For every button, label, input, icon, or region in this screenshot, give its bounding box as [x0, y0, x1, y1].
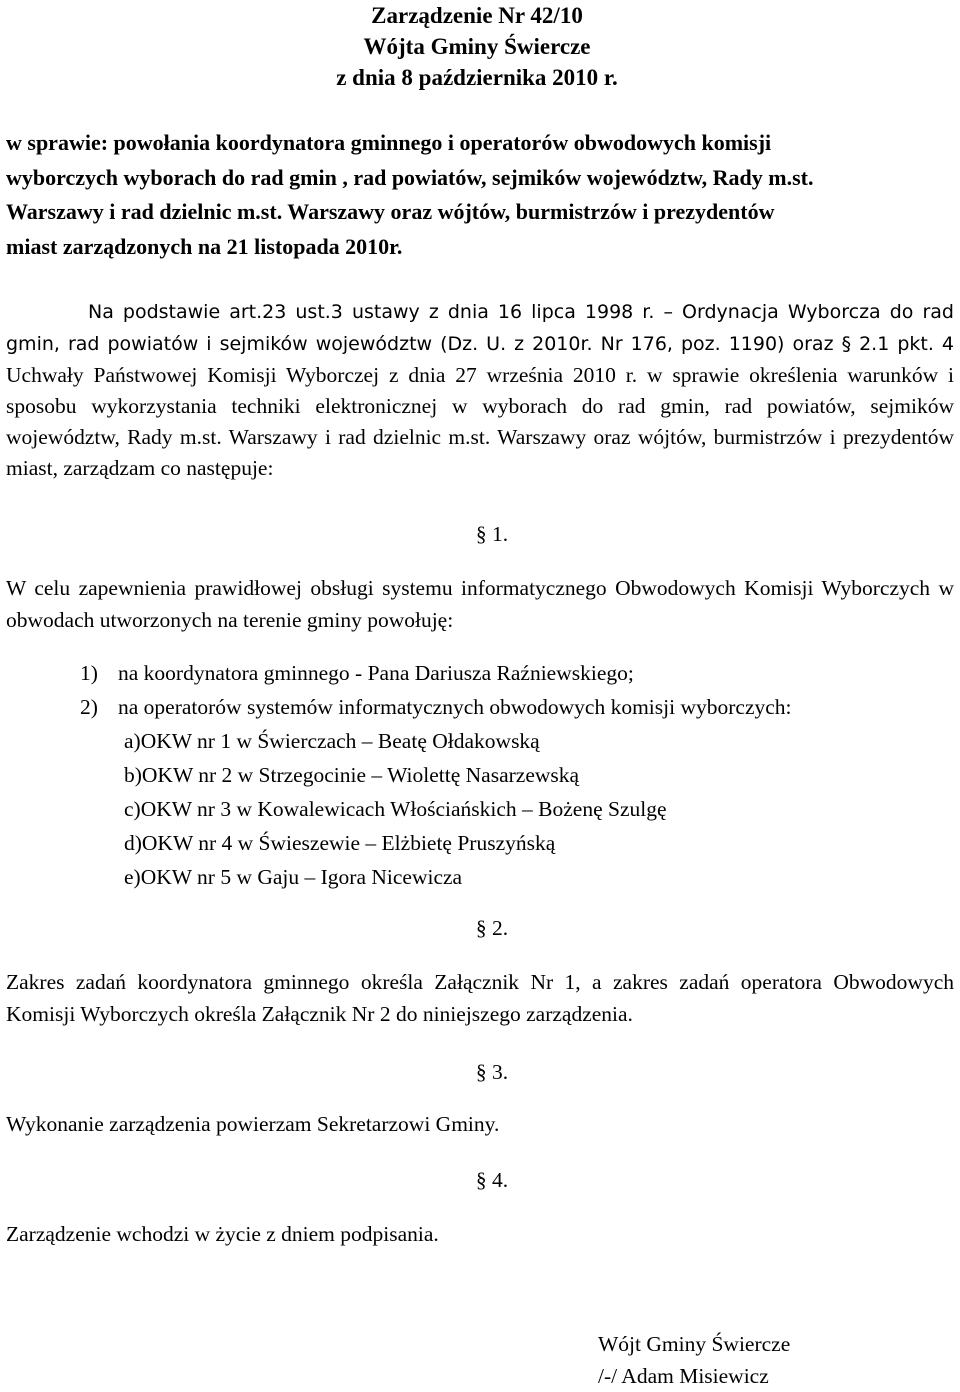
legal-basis-part2: Uchwały Państwowej Komisji Wyborczej z dnia 27 września 2010 r. w sprawie określenia warunków i sposobu wykorzystania techniki elektronicznej w wyborach do rad gmin, rad powiatów, sejmików województw, Rady m.st. Warszawy i rad dzielnic m.st. Warszawy oraz wójtów, burmistrzów i prezydentów miast, zarządzam co następuje:	[6, 363, 954, 480]
subject-line: miast zarządzonych na 21 listopada 2010r.	[6, 233, 403, 259]
section1-text: W celu zapewnienia prawidłowej obsługi systemu informatycznego Obwodowych Komisji Wyborczych w obwodach utworzonych na terenie gminy powołuję:	[6, 576, 954, 632]
section4-text: Zarządzenie wchodzi w życie z dniem podpisania.	[6, 1222, 439, 1246]
subject-line: w sprawie: powołania koordynatora gminnego i operatorów obwodowych komisji	[6, 130, 772, 155]
section-heading-2: § 2.	[475, 916, 509, 940]
list-subitem: e)OKW nr 5 w Gaju – Igora Nicewicza	[124, 865, 463, 889]
legal-basis-part1: Na podstawie art.23 ust.3 ustawy z dnia 16 lipca 1998 r. – Ordynacja Wyborcza do rad gmin, rad powiatów i sejmików województw (Dz. U. z 2010r. Nr 176, poz. 1190) oraz § 2.1 pkt. 4	[6, 301, 954, 355]
list-subitem: a)OKW nr 1 w Świerczach – Beatę Ołdakowską	[124, 729, 540, 753]
section3-text: Wykonanie zarządzenia powierzam Sekretarzowi Gminy.	[6, 1112, 500, 1136]
list-subitem: c)OKW nr 3 w Kowalewicach Włościańskich – Bożenę Szulgę	[124, 797, 667, 821]
issuer: Wójta Gminy Świercze	[363, 34, 591, 59]
document-title: Zarządzenie Nr 42/10	[371, 3, 583, 28]
signature-title: Wójt Gminy Świercze	[598, 1332, 791, 1356]
subject-line: wyborczych wyborach do rad gmin , rad powiatów, sejmików województw, Rady m.st.	[6, 164, 814, 190]
list-subitem: d)OKW nr 4 w Świeszewie – Elżbietę Pruszyńską	[124, 831, 556, 855]
subject-line: Warszawy i rad dzielnic m.st. Warszawy oraz wójtów, burmistrzów i prezydentów	[6, 199, 775, 224]
appointment-list	[80, 656, 792, 894]
section-heading-4: § 4.	[475, 1168, 509, 1192]
legal-basis-paragraph	[6, 296, 954, 484]
section-heading-1: § 1.	[475, 522, 509, 546]
list-subitem: b)OKW nr 2 w Strzegocinie – Wiolettę Nasarzewską	[124, 763, 580, 787]
document-header	[0, 0, 960, 93]
subject-paragraph	[6, 126, 954, 264]
signature-name: /-/ Adam Misiewicz	[598, 1364, 769, 1388]
list-item: 2) na operatorów systemów informatycznych obwodowych komisji wyborczych:	[80, 695, 792, 719]
document-date: z dnia 8 października 2010 r.	[336, 65, 618, 90]
list-item: 1) na koordynatora gminnego - Pana Dariusza Raźniewskiego;	[80, 661, 634, 685]
section-heading-3: § 3.	[475, 1060, 509, 1084]
section2-text: Zakres zadań koordynatora gminnego określa Załącznik Nr 1, a zakres zadań operatora Obwodowych Komisji Wyborczych określa Załącznik Nr 2 do niniejszego zarządzenia.	[6, 970, 954, 1026]
signature-block	[598, 1328, 790, 1392]
